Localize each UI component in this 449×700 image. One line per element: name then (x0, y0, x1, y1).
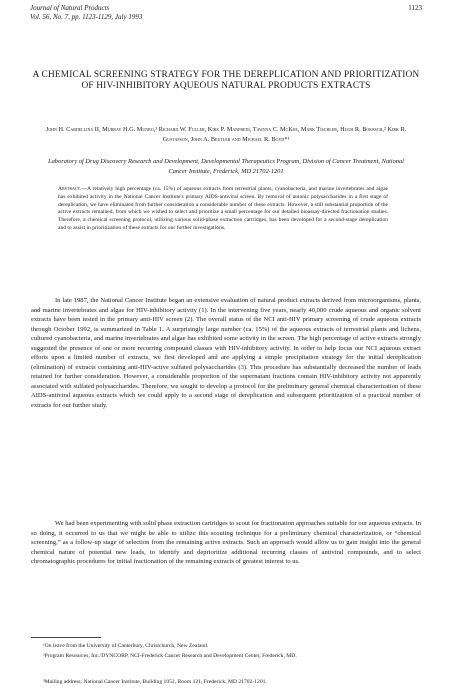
footnote-divider (31, 637, 101, 638)
article-title: A CHEMICAL SCREENING STRATEGY FOR THE DEREPLICATION AND PRIORITIZATION OF HIV-INHIBITORY AQUEOUS NATURAL PRODUCTS EXTRACTS (32, 70, 420, 91)
journal-name: Journal of Natural Products (30, 4, 110, 12)
abstract-label: Abstract. (58, 186, 82, 192)
journal-citation: Vol. 56, No. 7, pp. 1123-1129, July 1993 (30, 13, 143, 21)
footnote-3: ³Mailing address: National Cancer Institute, Building 1052, Room 121, Frederick, MD 21702-1201. (43, 679, 267, 685)
running-head (30, 4, 422, 22)
footnote-2: ²Program Resources, Inc./DYNCORP, NCI-Frederick Cancer Research and Development Center, Frederick, MD. (43, 653, 297, 659)
body-paragraph-2: We had been experimenting with solid phase extraction cartridges to scout for fractionation approaches suitable for our aqueous extracts. In so doing, it occurred to us that we might be able to utilize this scouting technique for a preliminary chemical characterization, or “chemical screening,” as a follow-up stage of selection from the remaining active extracts. Such an approach would allow us to gain insight into the general chemical nature of potential new leads, to identify and deprioritize additional recurring classes of antiviral compounds, and to select chromatographic procedures for initial fractionation of the remaining extracts of greatest interest to us. (31, 520, 421, 565)
page-number: 1123 (408, 4, 422, 12)
abstract-text: —A relatively high percentage (ca. 15%) of aqueous extracts from terrestrial plants, cyanobacteria, and marine invertebrates and algae has exhibited activity in the National Cancer Institute's primary AIDS-antiviral screen. By removal of anionic polysaccharides in a first stage of dereplication, we have eliminated from further consideration a considerable number of these extracts. However, a still substantial proportion of the active extracts remained, from which we wished to select and prioritize a small percentage for our detailed bioassay-directed fractionation studies. Therefore, a chemical screening protocol, utilizing various solid-phase extraction cartridges, has been developed for a second-stage dereplication and to assist in prioritization of these extracts for our further investigations. (58, 186, 388, 231)
abstract (58, 186, 388, 233)
affiliation: Laboratory of Drug Discovery Research and Development, Developmental Therapeutics Program, Division of Cancer Treatment, National Cancer Institute, Frederick, MD 21702-1201 (48, 158, 404, 175)
author-list: John H. Cardellina II, Murray H.G. Munro,¹ Richard W. Fuller, Kirk P. Manfredi, Tawnya C. McKee, Mark Tischler, Hugh R. Bokesch,² Kirk R. Gustafson, John A. Beutler and Michael R. Boyd*³ (45, 126, 407, 143)
footnote-1: ¹On leave from the University of Canterbury, Christchurch, New Zealand. (43, 643, 209, 649)
body-paragraph-1: In late 1987, the National Cancer Institute began an extensive evaluation of natural product extracts derived from microorganisms, plants, and marine invertebrates and algae for HIV-inhibitory activity (1). In the intervening five years, nearly 40,000 crude aqueous and organic solvent extracts have been tested in the primary anti-HIV screen (2). The overall status of the NCI anti-HIV primary screening of crude aqueous extracts through October 1992, is summarized in Table 1. A surprisingly large number (ca. 15%) of the aqueous extracts of terrestrial plants and lichens, cultured cyanobacteria, and marine invertebrates and algae has exhibited some activity in the screen. The high percentage of active extracts strongly suggested the presence of one or more recurring compound classes with HIV-inhibitory activity. In order to help focus our NCI aqueous extract efforts upon a limited number of extracts, we first developed and are applying a simple precipitation strategy for the initial dereplication (elimination) of extracts containing anti-HIV-active sulfated polysaccharides (3). This procedure has substantially decreased the number of leads retained for further consideration. However, a considerable proportion of the supernatant fractions contain HIV-inhibitory activity not apparently associated with sulfated polysaccharides. Therefore, we sought to develop a protocol for the preliminary general chemical characterization of these AIDS-antiviral aqueous extracts which we could apply to a second stage of dereplication and subsequent prioritization of a practical number of extracts for our further study. (31, 297, 421, 409)
